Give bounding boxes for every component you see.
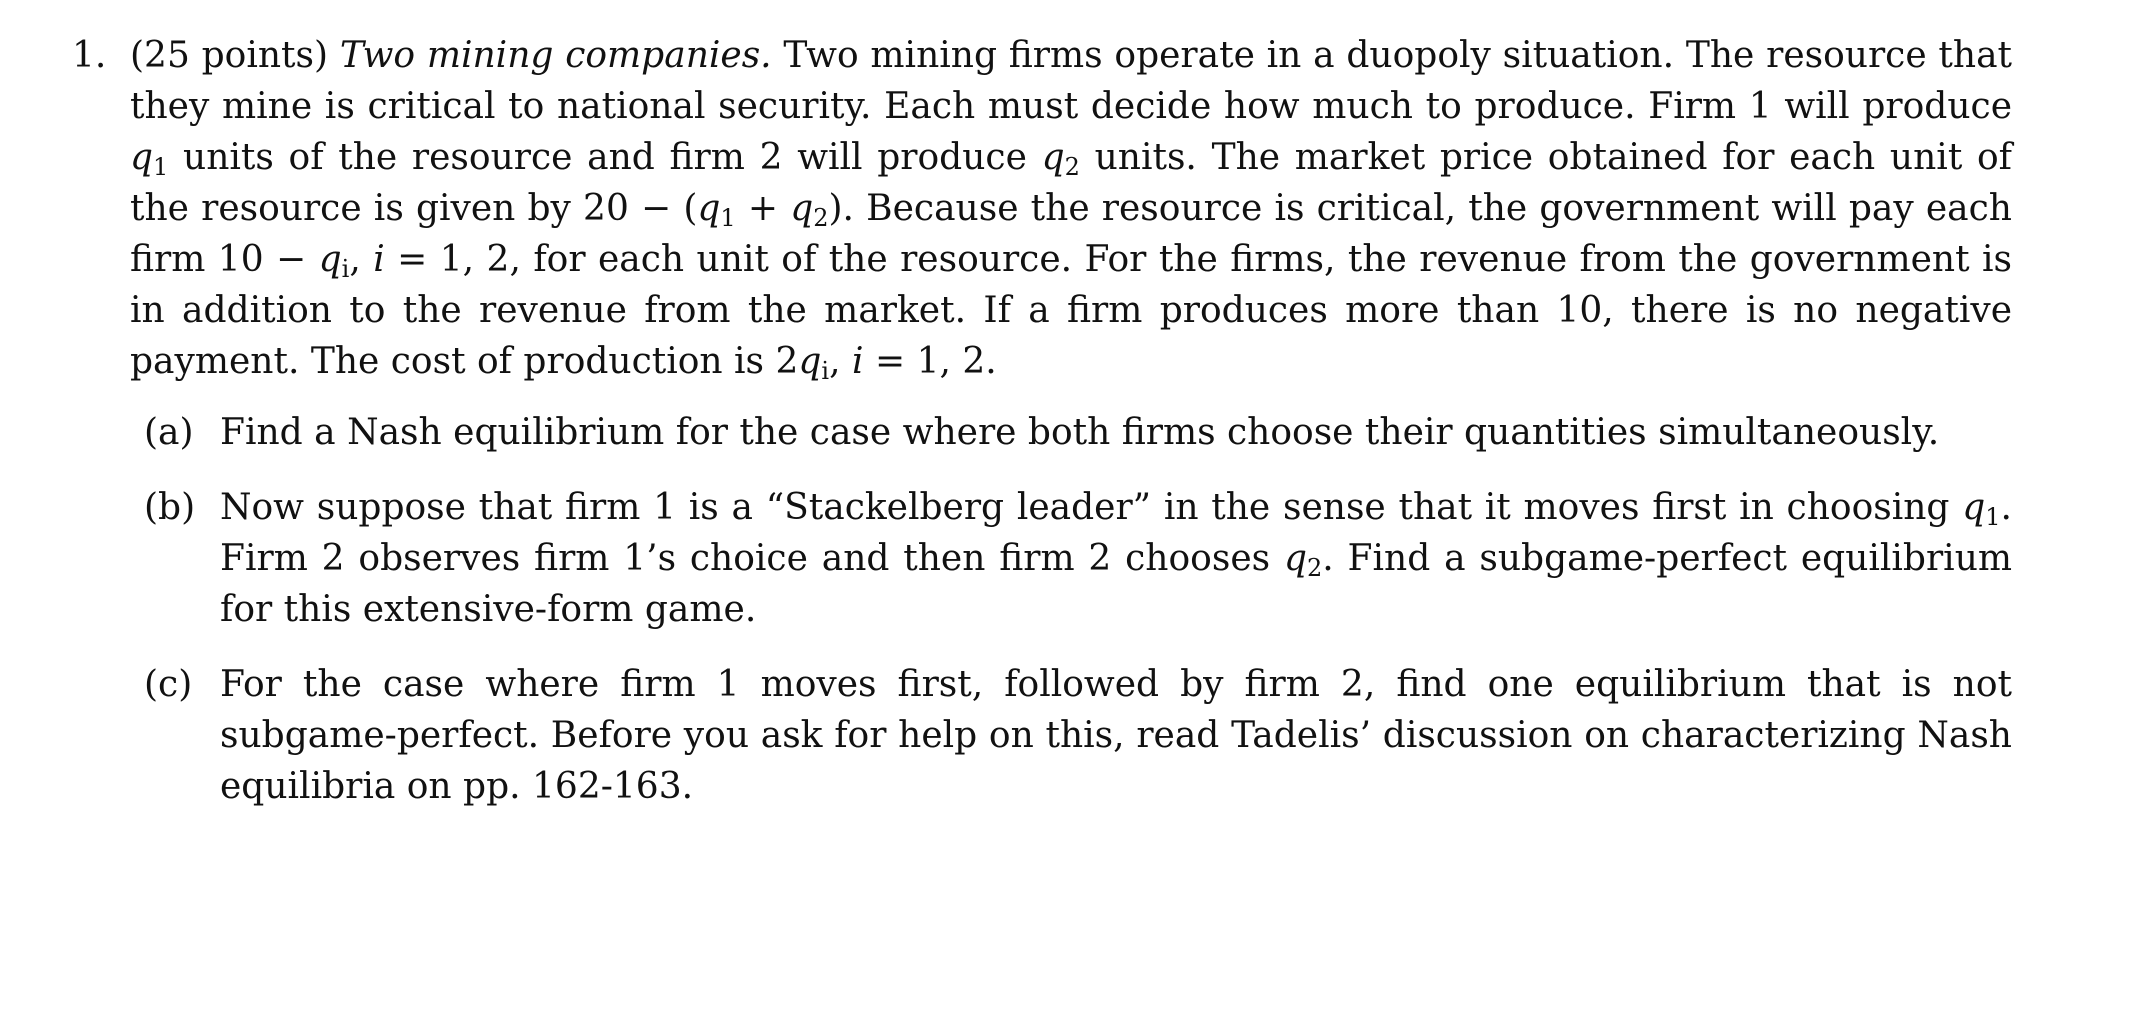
problem-number: 1. — [72, 35, 107, 76]
statement-text-3: units. The market price obtained for each unit of the resource is given by 20 − ( — [130, 137, 2012, 229]
subpart-b-label: (b) — [144, 487, 196, 528]
subpart-b-text-3: . Find a subgame-perfect equilibrium for this extensive-form game. — [220, 538, 2013, 630]
problem-title: Two mining companies. — [339, 35, 772, 76]
math-q2-sum: $q_2$ — [790, 188, 829, 232]
subpart-c-label: (c) — [144, 664, 193, 705]
math-i: i — [373, 239, 385, 280]
statement-text-2: units of the resource and firm 2 will produce — [168, 137, 1042, 178]
statement-text-4: ). Because the resource is critical, the government will pay each firm 10 − — [130, 188, 2012, 280]
math-qi: $q_i$ — [318, 239, 350, 283]
math-qi-cost: $q_i$ — [798, 341, 830, 385]
subpart-a-label: (a) — [144, 412, 194, 453]
math-q1: $q_1$ — [130, 137, 169, 181]
subpart-a — [144, 407, 2012, 458]
math-plus: + — [735, 188, 791, 229]
statement-text-8: = 1, 2. — [863, 341, 997, 382]
statement-text-6: = 1, 2, for each unit of the resource. For the firms, the revenue from the government is in addition to the revenue from the market. If a firm produces more than 10, there is no negative payment. The cost of production is 2 — [130, 239, 2012, 382]
math-i-cost: i — [852, 341, 864, 382]
problem-points: (25 points) — [130, 35, 329, 76]
subpart-a-text: Find a Nash equilibrium for the case where both firms choose their quantities simultaneously. — [220, 412, 1940, 453]
subparts-list — [144, 407, 2012, 812]
problem-statement — [130, 30, 2012, 387]
subpart-b-text-1: Now suppose that firm 1 is a “Stackelberg leader” in the sense that it moves first in choosing — [220, 487, 1963, 528]
subpart-c — [144, 659, 2012, 812]
problem-1 — [72, 30, 2012, 836]
statement-text-1: Two mining firms operate in a duopoly situation. The resource that they mine is critical to national security. Each must decide how much to produce. Firm 1 will produce — [130, 35, 2012, 127]
statement-text-7: , — [829, 341, 852, 382]
subpart-b — [144, 482, 2012, 635]
math-b-q2: $q_2$ — [1283, 538, 1323, 582]
subpart-b-text-2: . Firm 2 observes firm 1’s choice and then firm 2 chooses — [220, 487, 2012, 579]
math-q2: $q_2$ — [1041, 137, 1080, 181]
statement-text-5: , — [349, 239, 374, 280]
math-b-q1: $q_1$ — [1962, 487, 2001, 531]
math-q1-sum: $q_1$ — [697, 188, 736, 232]
subpart-c-text: For the case where firm 1 moves first, followed by firm 2, find one equilibrium that is not subgame-perfect. Before you ask for help on this, read Tadelis’ discussion on characterizing Nash equilibria on pp. 162-163. — [220, 664, 2012, 807]
